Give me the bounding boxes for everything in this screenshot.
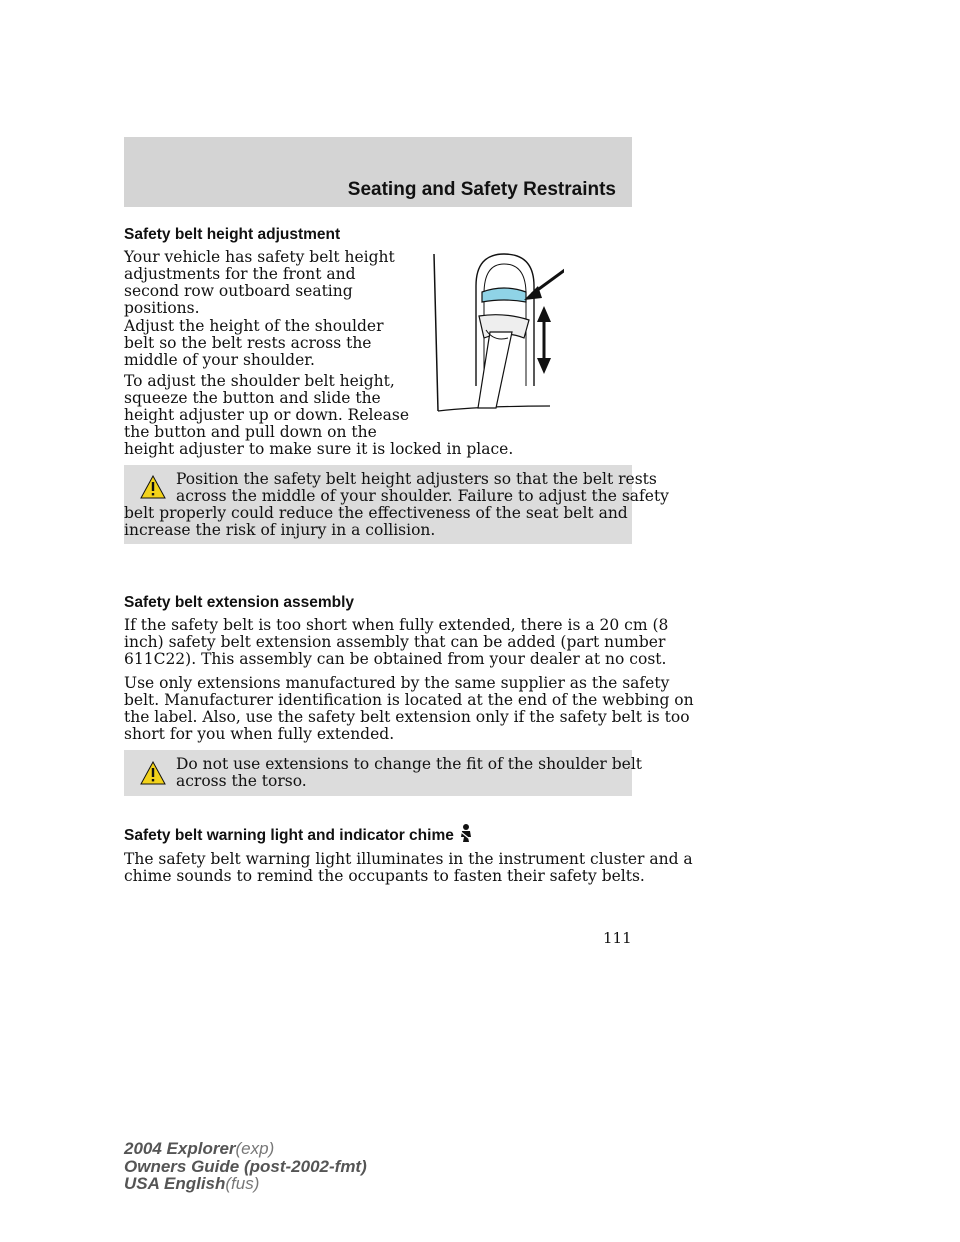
header-band [124, 137, 632, 207]
section-heading-warning-light: Safety belt warning light and indicator chime [124, 823, 476, 845]
document-footer: 2004 Explorer(exp) Owners Guide (post-2002-fmt) USA English(fus) [124, 1139, 367, 1193]
page-number: 111 [603, 929, 632, 947]
paragraph: To adjust the shoulder belt height, squeeze the button and slide the height adjuster up or down. Release the button and pull down on the height adjuster to make sure it is locked in place. [124, 372, 514, 458]
paragraph: Your vehicle has safety belt height adjustments for the front and second row outboard seating positions. [124, 248, 395, 317]
warning-box: Do not use extensions to change the fit of the shoulder belt across the torso. [124, 750, 632, 796]
paragraph: If the safety belt is too short when fully extended, there is a 20 cm (8 inch) safety belt extension assembly that can be added (part number 611C22). This assembly can be obtained from your dealer at no cost. [124, 616, 669, 668]
section-heading-height-adjustment: Safety belt height adjustment [124, 226, 341, 243]
paragraph: Use only extensions manufactured by the same supplier as the safety belt. Manufacturer identification is located at the end of the webbing on the label. Also, use the safety belt extension only if the safety belt is too short for you when fully extended. [124, 674, 694, 743]
paragraph: Adjust the height of the shoulder belt so the belt rests across the middle of your shoulder. [124, 317, 384, 369]
page-title: Seating and Safety Restraints [347, 179, 616, 200]
warning-box: Position the safety belt height adjusters so that the belt rests across the middle of your shoulder. Failure to adjust the safety belt properly could reduce the effectiveness of the seat belt and increase the risk of injury in a collision. [124, 465, 632, 544]
paragraph: The safety belt warning light illuminates in the instrument cluster and a chime sounds to remind the occupants to fasten their safety belts. [124, 850, 693, 885]
seatbelt-warning-icon [456, 823, 476, 843]
section-heading-extension-assembly: Safety belt extension assembly [124, 594, 355, 611]
belt-height-adjuster-illustration [424, 246, 564, 416]
